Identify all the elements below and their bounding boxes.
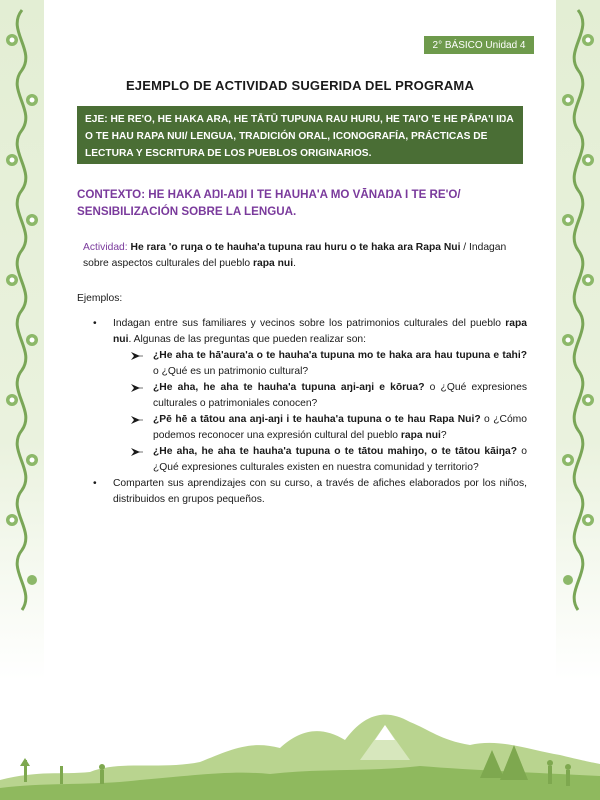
- question-item: [131, 348, 527, 380]
- activity-text: / Indagan sobre aspectos culturales del pueblo: [83, 242, 507, 269]
- arrow-bullet-icon: [131, 415, 143, 425]
- grade-unit-tab: 2° BÁSICO Unidad 4: [424, 36, 534, 54]
- questions-container: [77, 348, 527, 476]
- activity-end: .: [293, 258, 296, 269]
- fern-ornament-left: [0, 0, 44, 800]
- arrow-bullet-icon: [131, 351, 143, 361]
- activity-paragraph: [83, 240, 523, 272]
- bullet-text-end: . Algunas de las preguntas que pueden realizar son:: [128, 334, 367, 345]
- arrow-bullet-icon: [131, 383, 143, 393]
- question-rapanui: ¿He aha te hā'aura'a o te hauha'a tupuna mo te haka ara hau tupuna e tahi?: [153, 350, 527, 361]
- right-decorative-border: [556, 0, 600, 800]
- question-rapanui: ¿Pē hē a tātou ana aŋi-aŋi i te hauha'a tupuna o te hau Rapa Nui?: [153, 414, 481, 425]
- examples-list: [77, 316, 527, 508]
- examples-label: Ejemplos:: [77, 293, 123, 304]
- fern-ornament-right: [556, 0, 600, 800]
- question-item: [131, 380, 527, 412]
- questions-list: [77, 348, 527, 476]
- left-decorative-border: [0, 0, 44, 800]
- page-title: EJEMPLO DE ACTIVIDAD SUGERIDA DEL PROGRAMA: [125, 78, 475, 93]
- question-spanish: o ¿Qué expresiones culturales existen en nuestra comunidad y territorio?: [153, 446, 527, 473]
- question-bold-end: rapa nui: [400, 430, 441, 441]
- activity-bold-rapa-nui: rapa nui: [253, 258, 294, 269]
- axis-box: EJE: HE RE'O, HE HAKA ARA, HE TĀTŪ TUPUNA RAU HURU, HE TAI'O 'E HE PĀPA'I IŊA O TE HAU RAPA NUI/ LENGUA, TRADICIÓN ORAL, ICONOGRAFÍA, PRÁCTICAS DE LECTURA Y ESCRITURA DE LOS PUEBLOS ORIGINARIOS.: [77, 106, 523, 164]
- activity-title-rapanui: He rara 'o ruŋa o te hauha'a tupuna rau huru o te haka ara Rapa Nui: [130, 242, 461, 253]
- question-item: [131, 444, 527, 476]
- activity-label: Actividad:: [83, 242, 128, 253]
- question-rapanui: ¿He aha, he aha te hauha'a tupuna o te tātou mahiŋo, o te tātou kāiŋa?: [153, 446, 518, 457]
- question-spanish: o ¿Qué expresiones culturales o patrimoniales conocen?: [153, 382, 527, 409]
- question-spanish: o ¿Cómo podemos reconocer una expresión cultural del pueblo: [153, 414, 527, 441]
- bullet-bold: rapa nui: [113, 318, 527, 345]
- list-item: [77, 476, 527, 508]
- context-heading: CONTEXTO: HE HAKA AŊI-AŊI I TE HAUHA'A MO VĀNAŊA I TE RE'O/ SENSIBILIZACIÓN SOBRE LA LENGUA.: [77, 188, 461, 218]
- bullet-text: Comparten sus aprendizajes con su curso, a través de afiches elaborados por los niños, distribuidos en grupos pequeños.: [113, 478, 527, 505]
- question-spanish: o ¿Qué es un patrimonio cultural?: [153, 366, 309, 377]
- landscape-silhouette: [0, 700, 600, 800]
- question-rapanui: ¿He aha, he aha te hauha'a tupuna aŋi-aŋi e kōrua?: [153, 382, 425, 393]
- bullet-text: Indagan entre sus familiares y vecinos sobre los patrimonios culturales del pueblo: [113, 318, 506, 329]
- question-end: ?: [440, 430, 447, 441]
- question-item: [131, 412, 527, 444]
- arrow-bullet-icon: [131, 447, 143, 457]
- list-item: [77, 316, 527, 348]
